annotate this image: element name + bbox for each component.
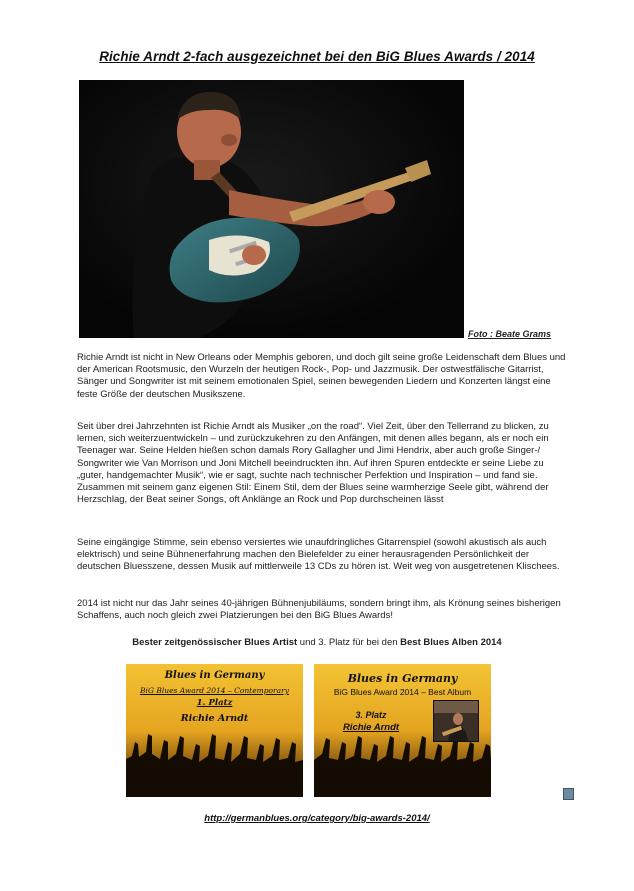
scroll-marker-icon [563, 788, 574, 800]
album-cover-thumbnail [433, 700, 479, 742]
award-place: 1. Platz [196, 698, 233, 708]
album-cover-image [434, 701, 478, 741]
paragraph-intro: Richie Arndt ist nicht in New Orleans oder Memphis geboren, und doch gilt seine große Leidenschaft dem Blues und der American Rootsmusic, den Wurzeln der heutigen Rock-, Pop- und Jazzmusik. Der ostwestfälische Gitarrist, Sänger und Songwriter ist mit seinem emotionalen Spiel, seinen bewegenden Liedern und Konzerten längst eine feste Größe der deutschen Musikszene. [77, 352, 566, 400]
award-place: 3. Platz [355, 710, 387, 720]
award-card-best-album [314, 664, 491, 797]
page-title: Richie Arndt 2-fach ausgezeichnet bei den BiG Blues Awards / 2014 [99, 49, 535, 64]
award-result [336, 710, 406, 733]
guitarist-image [79, 80, 464, 338]
award-card-contemporary [126, 664, 303, 797]
award-heading: Blues in Germany [347, 672, 458, 685]
paragraph-style: Seine eingängige Stimme, sein ebenso versiertes wie unaufdringliches Gitarrenspiel (sowohl akustisch als auch elektrisch) und seine Bühnenerfahrung machen den Bielefelder zu einer herausragenden Persönlichkeit der deutschen Bluesszene, dessen Musik auf mittlerweile 13 CDs zu hören ist. Weit weg von ausgetretenen Klischees. [77, 537, 560, 573]
award-winner-name: Richie Arndt [342, 722, 400, 733]
artist-photo [79, 80, 464, 338]
award-subtitle: BiG Blues Award 2014 – Contemporary [140, 686, 289, 695]
award-subtitle: BiG Blues Award 2014 – Best Album [333, 687, 472, 697]
paragraph-anniversary: 2014 ist nicht nur das Jahr seines 40-jährigen Bühnenjubiläums, sondern bringt ihm, als Krönung seines bisherigen Schaffens, auch noch gleich zwei Platzierungen bei den BiG Blues Awards! [77, 598, 561, 622]
photo-credit: Foto : Beate Grams [468, 329, 552, 339]
source-link[interactable]: http://germanblues.org/category/big-awards-2014/ [204, 813, 430, 824]
award-winner-name: Richie Arndt [180, 713, 249, 724]
subline-middle: und 3. Platz für bei den [297, 637, 401, 648]
award-heading: Blues in Germany [164, 670, 265, 681]
paragraph-career: Seit über drei Jahrzehnten ist Richie Arndt als Musiker „on the road“. Viel Zeit, über den Tellerrand zu blicken, zu lernen, sich weiterzuentwickeln – und zurückzukehren zu den Anfängen, mit denen alles begann, als er noch ein Teenager war. Seine Helden hießen schon damals Rory Gallagher und Jimi Hendrix, aber auch große Singer-/ Songwriter wie Van Morrison und Joni Mitchell beeindruckten ihn. Auf ihren Spuren entdeckte er seine Liebe zu „guter, handgemachter Musik“, wie er sagt, suchte nach technischer Perfektion und Inspiration – und fand sie. Zusammen mit seinem ganz eigenen Stil: Einem Stil, dem der Blues seine warmherzige Seele gibt, während der Herzschlag, der Beat seiner Songs, oft Anklänge an Rock und Pop durchscheinen lässt [77, 421, 549, 506]
subline-album-award: Best Blues Alben 2014 [400, 637, 502, 648]
subline-artist-award: Bester zeitgenössischer Blues Artist [132, 637, 298, 648]
awards-subline [0, 637, 634, 648]
